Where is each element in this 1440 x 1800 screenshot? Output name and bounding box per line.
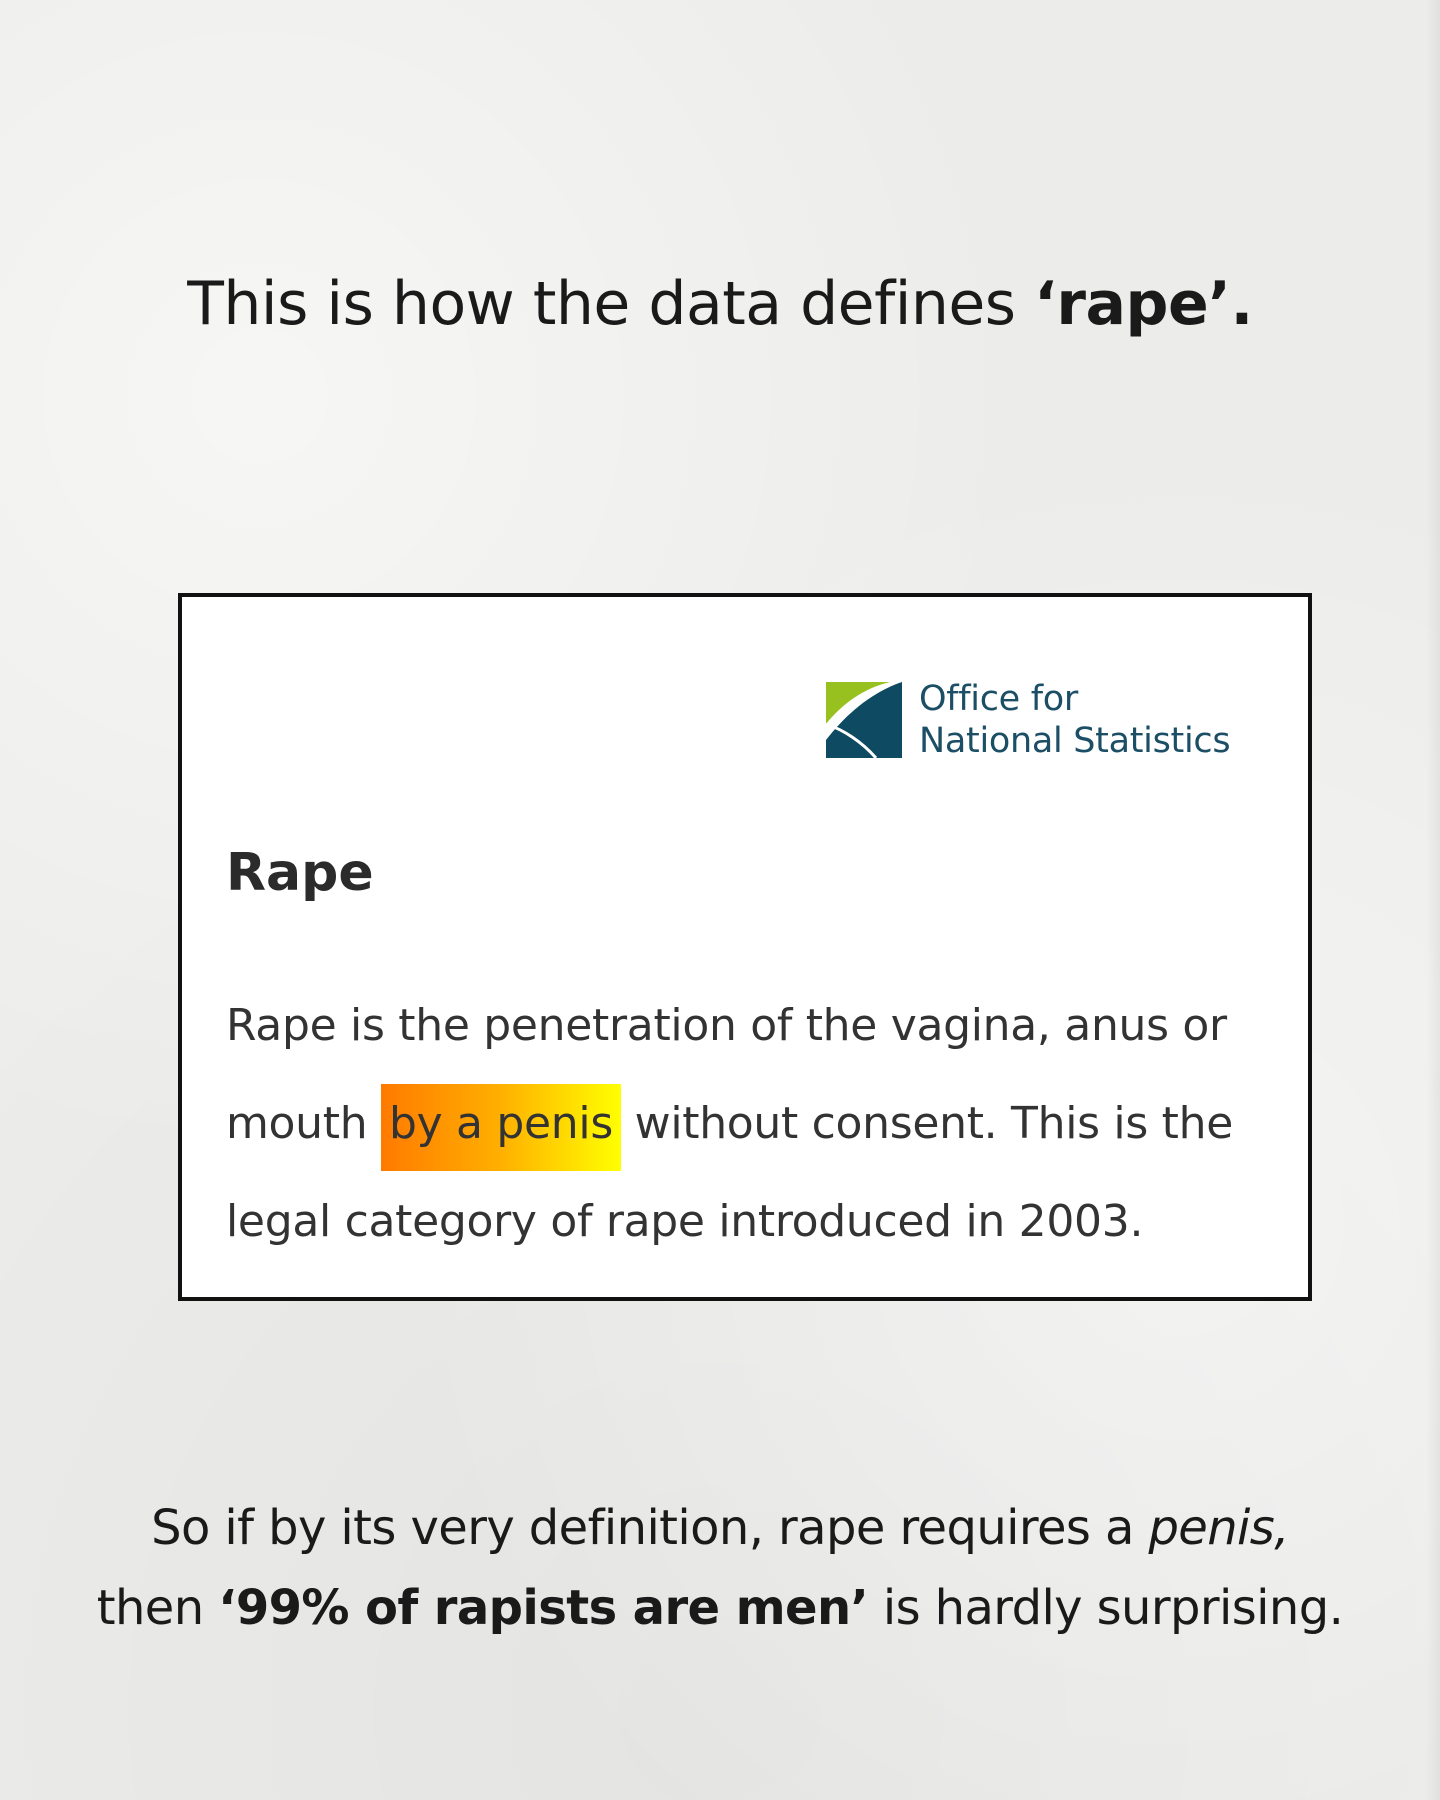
conclusion-bold-quote: ‘99% of rapists are men’ bbox=[218, 1580, 869, 1636]
definition-heading: Rape bbox=[226, 843, 374, 903]
conclusion-italic-word: penis, bbox=[1148, 1500, 1289, 1556]
definition-text-start: Rape is the penetration of the vagina, anus or mouth bbox=[226, 1000, 1227, 1149]
conclusion-line2-end: is hardly surprising. bbox=[868, 1580, 1344, 1636]
conclusion-line2-start: then bbox=[96, 1580, 219, 1636]
ons-logo bbox=[824, 678, 1230, 762]
headline bbox=[0, 268, 1440, 340]
conclusion-text bbox=[0, 1488, 1440, 1648]
headline-text: This is how the data defines bbox=[187, 269, 1035, 339]
highlighted-phrase: by a penis bbox=[381, 1084, 621, 1171]
logo-text bbox=[919, 678, 1230, 762]
logo-line-national-statistics: National Statistics bbox=[919, 721, 1231, 761]
logo-line-office-for: Office for bbox=[919, 679, 1078, 719]
definition-card bbox=[178, 593, 1312, 1301]
ons-logo-mark-icon bbox=[824, 680, 904, 760]
headline-emphasis: ‘rape’. bbox=[1034, 269, 1253, 339]
conclusion-line1-text: So if by its very definition, rape requires a bbox=[151, 1500, 1149, 1556]
definition-text-end: without consent. This is the legal category of rape introduced in 2003. bbox=[226, 1098, 1233, 1247]
definition-body bbox=[226, 977, 1286, 1271]
